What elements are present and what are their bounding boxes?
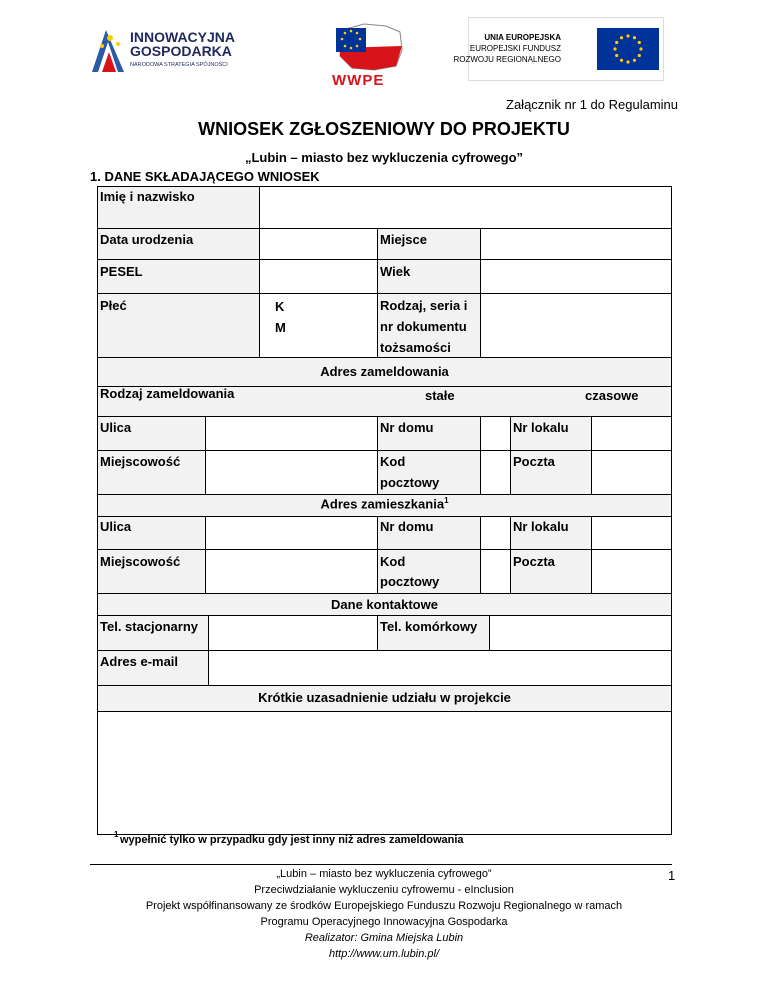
house-no-label: Nr domu	[380, 420, 434, 435]
post-office-label: Poczta	[513, 454, 555, 469]
registration-permanent-option[interactable]: stałe	[425, 388, 455, 403]
postal-code-label-1: Kod	[380, 454, 406, 469]
birth-place-input[interactable]	[481, 229, 671, 259]
footer-line-2: Przeciwdziałanie wykluczeniu cyfrowemu - eInclusion	[254, 884, 514, 896]
footer-line-6: http://www.um.lubin.pl/	[328, 948, 440, 960]
post-office-label-2: Poczta	[513, 554, 555, 569]
footer-line-3: Projekt współfinansowany ze środków Europejskiego Funduszu Rozwoju Regionalnego w ramach	[145, 900, 623, 912]
page-title: WNIOSEK ZGŁOSZENIOWY DO PROJEKTU	[198, 119, 570, 139]
footer-line-4: Programu Operacyjnego Innowacyjna Gospodarka	[260, 916, 508, 928]
wwpe-logo	[330, 22, 410, 90]
residence-address-header	[97, 496, 672, 511]
house-no-label-2: Nr domu	[380, 519, 434, 534]
id-doc-label-1: Rodzaj, seria i	[380, 298, 468, 313]
flat-no-label: Nr lokalu	[513, 420, 569, 435]
registration-temporary-option[interactable]: czasowe	[585, 388, 639, 403]
eu-logo	[453, 17, 664, 81]
flat-no-label-2: Nr lokalu	[513, 519, 569, 534]
ig-line3: NARODOWA STRATEGIA SPÓJNOŚCI	[130, 62, 228, 68]
justification-header: Krótkie uzasadnienie udziału w projekcie	[258, 690, 511, 705]
age-input[interactable]	[481, 260, 671, 293]
footnote-mark: 1	[114, 830, 119, 839]
residence-header-text: Adres zamieszkania	[320, 496, 445, 512]
sex-label: Płeć	[100, 298, 127, 313]
mobile-label: Tel. komórkowy	[380, 619, 478, 634]
landline-label: Tel. stacjonarny	[100, 619, 199, 634]
email-label: Adres e-mail	[100, 654, 179, 669]
postal-code-label-2: pocztowy	[380, 475, 440, 490]
eu-flag-icon	[597, 28, 659, 70]
city-label: Miejscowość	[100, 454, 181, 469]
section-heading: 1. DANE SKŁADAJĄCEGO WNIOSEK	[90, 169, 320, 184]
page-subtitle: „Lubin – miasto bez wykluczenia cyfrowego”	[244, 150, 524, 165]
id-doc-label-3: tożsamości	[380, 340, 451, 355]
birth-place-label: Miejsce	[380, 232, 427, 247]
ig-flag-icon	[88, 26, 128, 76]
eu-line3: ROZWOJU REGIONALNEGO	[453, 55, 561, 64]
name-label: Imię i nazwisko	[100, 189, 195, 204]
poland-map-icon	[334, 22, 406, 72]
postal-code-label-2b: pocztowy	[380, 574, 440, 589]
pesel-label: PESEL	[100, 264, 143, 279]
city-label-2: Miejscowość	[100, 554, 181, 569]
residence-footnote-mark: 1	[444, 496, 449, 505]
birth-date-input[interactable]	[260, 229, 377, 259]
contact-header: Dane kontaktowe	[331, 597, 438, 612]
wwpe-text: WWPE	[332, 72, 385, 89]
id-doc-label-2: nr dokumentu	[380, 319, 467, 334]
footnote-text: wypełnić tylko w przypadku gdy jest inny niż adres zameldowania	[120, 834, 464, 846]
eu-line1: UNIA EUROPEJSKA	[484, 33, 561, 42]
eu-line2: EUROPEJSKI FUNDUSZ	[469, 44, 561, 53]
justification-input[interactable]	[98, 712, 671, 834]
id-document-input[interactable]	[481, 294, 671, 357]
street-label-2: Ulica	[100, 519, 132, 534]
pesel-input[interactable]	[260, 260, 377, 293]
ig-line1: INNOWACYJNA	[130, 29, 236, 45]
name-input[interactable]	[260, 187, 671, 228]
annex-label: Załącznik nr 1 do Regulaminu	[506, 97, 678, 112]
street-label: Ulica	[100, 420, 132, 435]
sex-option-m[interactable]: M	[275, 320, 286, 335]
ig-line2: GOSPODARKA	[130, 43, 232, 59]
footer-line-1: „Lubin – miasto bez wykluczenia cyfrowego”	[276, 868, 492, 880]
innowacyjna-gospodarka-logo	[88, 22, 258, 80]
registered-address-header: Adres zameldowania	[320, 364, 449, 379]
footer-divider	[90, 864, 672, 865]
page-number: 1	[668, 868, 676, 883]
sex-option-k[interactable]: K	[275, 299, 285, 314]
age-label: Wiek	[380, 264, 411, 279]
postal-code-label-2a: Kod	[380, 554, 406, 569]
birth-date-label: Data urodzenia	[100, 232, 194, 247]
registration-type-label: Rodzaj zameldowania	[100, 386, 235, 401]
footer-line-5: Realizator: Gmina Miejska Lubin	[304, 932, 464, 944]
